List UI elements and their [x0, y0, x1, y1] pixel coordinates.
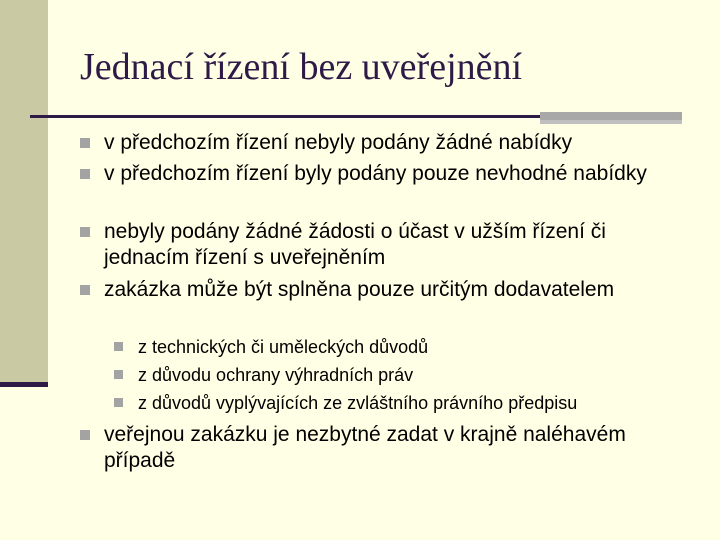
bullet-item: v předchozím řízení byly podány pouze nevhodné nabídky: [80, 161, 664, 187]
left-decorative-bar: [0, 0, 48, 382]
sub-bullet-item: z technických či uměleckých důvodů: [114, 336, 428, 358]
bullet-item: veřejnou zakázku je nezbytné zadat v krajně naléhavém případě: [80, 422, 664, 474]
title-divider-accent-shadow: [540, 120, 682, 124]
bullet-item: v předchozím řízení nebyly podány žádné nabídky: [80, 130, 704, 156]
title-divider-accent: [540, 112, 682, 120]
sub-bullet-item: z důvodu ochrany výhradních práv: [114, 364, 413, 386]
slide-title: Jednací řízení bez uveřejnění: [80, 46, 523, 88]
bullet-item: zakázka může být splněna pouze určitým dodavatelem: [80, 277, 664, 303]
sub-bullet-item: z důvodů vyplývajících ze zvláštního právního předpisu: [114, 392, 577, 414]
left-bar-accent-line: [0, 382, 48, 387]
bullet-item: nebyly podány žádné žádosti o účast v užším řízení či jednacím řízení s uveřejněním: [80, 219, 694, 271]
